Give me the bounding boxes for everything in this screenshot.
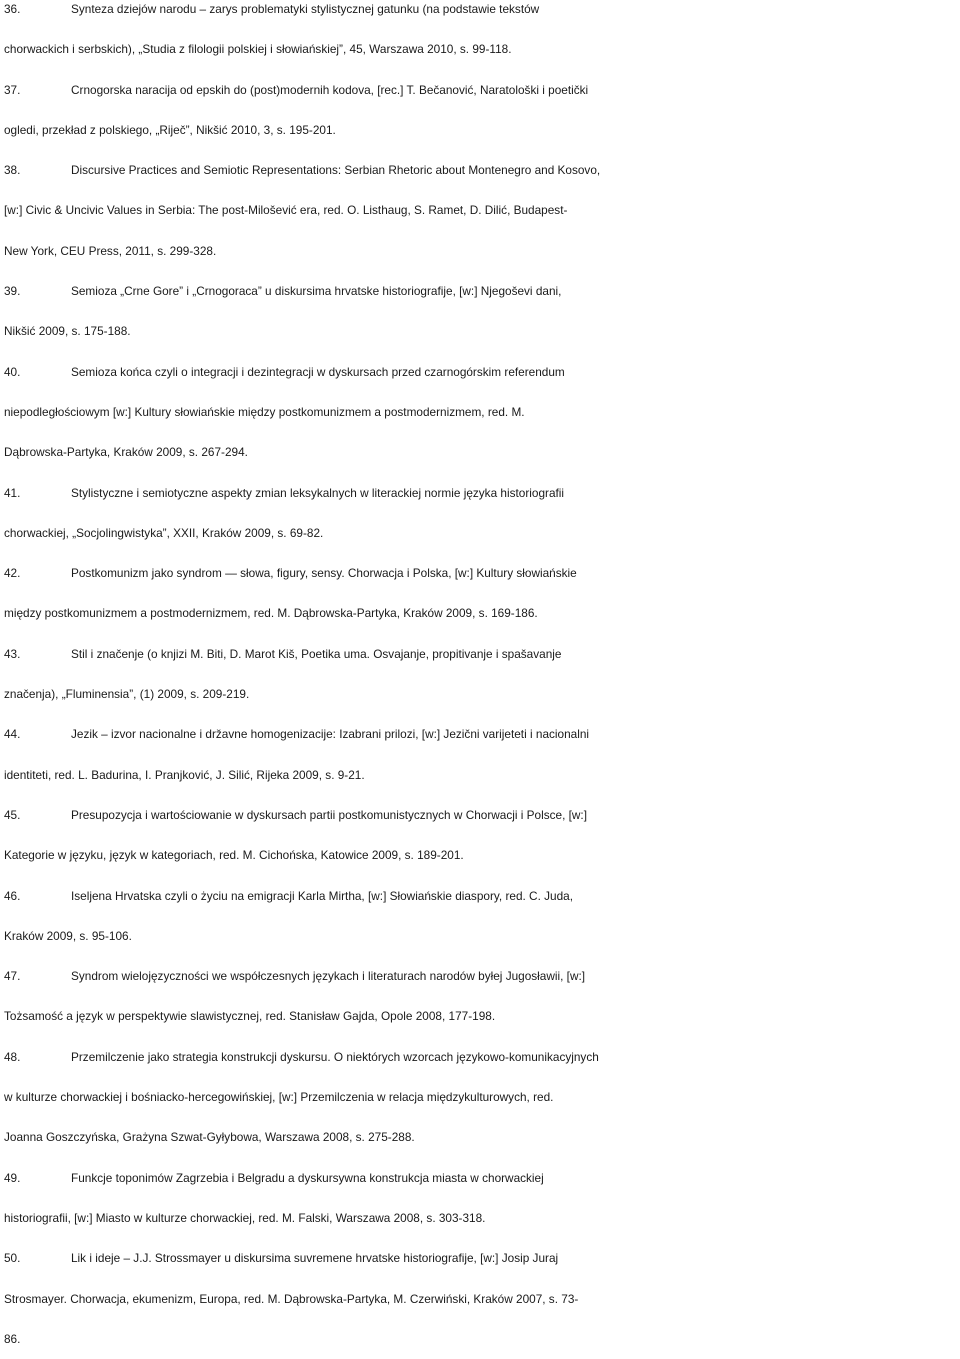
- entry-first-line: [0, 70, 960, 110]
- entry-first-line: [0, 795, 960, 835]
- entry-text: Jezik – izvor nacionalne i državne homogenizacije: Izabrani prilozi, [w:] Jezični varijeteti i nacionalni: [71, 727, 590, 742]
- entry-text: značenja), „Fluminensia”, (1) 2009, s. 209-219.: [4, 687, 250, 702]
- bibliography-entry: [0, 0, 960, 70]
- entry-continuation-line: [0, 311, 960, 351]
- entry-first-line: [0, 271, 960, 311]
- entry-number: 46.: [4, 888, 21, 903]
- entry-text: Dąbrowska-Partyka, Kraków 2009, s. 267-294.: [4, 445, 248, 460]
- entry-text: Przemilczenie jako strategia konstrukcji dyskursu. O niektórych wzorcach językowo-komunikacyjnych: [71, 1049, 599, 1064]
- entry-continuation-line: [0, 110, 960, 150]
- entry-number: 44.: [4, 727, 21, 742]
- entry-number: 36.: [4, 2, 21, 16]
- bibliography-entry: [0, 70, 960, 151]
- entry-text: Iseljena Hrvatska czyli o życiu na emigracji Karla Mirtha, [w:] Słowiańskie diaspory, red. C. Juda,: [71, 888, 573, 903]
- entry-first-line: [0, 352, 960, 392]
- entry-first-line: [0, 0, 960, 29]
- entry-text: Semioza „Crne Gore” i „Crnogoraca” u diskursima hrvatske historiografije, [w:] Njegoševi dani,: [71, 284, 562, 299]
- entry-number: 50.: [4, 1251, 21, 1266]
- entry-text: Syndrom wielojęzyczności we współczesnych językach i literaturach narodów byłej Jugosławii, [w:]: [71, 969, 586, 984]
- entry-text: Discursive Practices and Semiotic Representations: Serbian Rhetoric about Montenegro and Kosovo,: [71, 163, 601, 178]
- entry-text: Presupozycja i wartościowanie w dyskursach partii postkomunistycznych w Chorwacji i Polsce, [w:]: [71, 808, 587, 822]
- entry-text: Kategorie w języku, język w kategoriach, red. M. Cichońska, Katowice 2009, s. 189-201.: [4, 848, 464, 863]
- entry-text: Joanna Goszczyńska, Grażyna Szwat-Gyłybowa, Warszawa 2008, s. 275-288.: [4, 1130, 415, 1145]
- entry-first-line: [0, 1238, 960, 1278]
- entry-continuation-line: [0, 513, 960, 553]
- entry-text: [w:] Civic & Uncivic Values in Serbia: The post-Milošević era, red. O. Listhaug, S. Ramet, D. Dilić, Budapest-: [4, 203, 568, 218]
- entry-number: 48.: [4, 1049, 21, 1064]
- bibliography-entry: [0, 1238, 960, 1359]
- entry-continuation-line: [0, 1117, 960, 1157]
- entry-continuation-line: [0, 392, 960, 432]
- entry-first-line: [0, 1158, 960, 1198]
- entry-number: 42.: [4, 566, 21, 581]
- entry-text: Funkcje toponimów Zagrzebia i Belgradu a dyskursywna konstrukcja miasta w chorwackiej: [71, 1170, 544, 1185]
- entry-text: Nikšić 2009, s. 175-188.: [4, 324, 131, 339]
- entry-first-line: [0, 876, 960, 916]
- bibliography-entry: [0, 876, 960, 957]
- entry-text: identiteti, red. L. Badurina, I. Pranjković, J. Silić, Rijeka 2009, s. 9-21.: [4, 767, 365, 782]
- entry-text: ogledi, przekład z polskiego, „Riječ”, Nikšić 2010, 3, s. 195-201.: [4, 122, 336, 137]
- entry-continuation-line: [0, 1319, 960, 1359]
- entry-first-line: [0, 150, 960, 190]
- bibliography-entry: [0, 150, 960, 271]
- entry-continuation-line: [0, 674, 960, 714]
- entry-continuation-line: [0, 996, 960, 1036]
- entry-text: Tożsamość a język w perspektywie slawistycznej, red. Stanisław Gajda, Opole 2008, 177-198.: [4, 1009, 496, 1024]
- bibliography-entry: [0, 1158, 960, 1239]
- entry-continuation-line: [0, 190, 960, 230]
- entry-number: 41.: [4, 485, 21, 500]
- entry-continuation-line: [0, 432, 960, 472]
- entry-text: chorwackich i serbskich), „Studia z filologii polskiej i słowiańskiej”, 45, Warszawa 2010, s. 99-118.: [4, 42, 512, 57]
- entry-text: historiografii, [w:] Miasto w kulturze chorwackiej, red. M. Falski, Warszawa 2008, s. 303-318.: [4, 1210, 486, 1225]
- entry-text: Crnogorska naracija od epskih do (post)modernih kodova, [rec.] T. Bečanović, Naratološki i poetički: [71, 82, 589, 97]
- entry-text: Semioza końca czyli o integracji i dezintegracji w dyskursach przed czarnogórskim referendum: [71, 364, 565, 379]
- entry-number: 38.: [4, 163, 21, 178]
- entry-continuation-line: [0, 1198, 960, 1238]
- entry-text: niepodległościowym [w:] Kultury słowiańskie między postkomunizmem a postmodernizmem, red. M.: [4, 404, 525, 419]
- entry-text: Strosmayer. Chorwacja, ekumenizm, Europa, red. M. Dąbrowska-Partyka, M. Czerwiński, Kraków 2007, s. 73-: [4, 1291, 579, 1306]
- bibliography-entry: [0, 352, 960, 473]
- bibliography-entry: [0, 1037, 960, 1158]
- entry-text: Postkomunizm jako syndrom — słowa, figury, sensy. Chorwacja i Polska, [w:] Kultury słowiańskie: [71, 566, 577, 581]
- entry-text: New York, CEU Press, 2011, s. 299-328.: [4, 243, 217, 258]
- entry-number: 37.: [4, 82, 21, 97]
- entry-text: Stylistyczne i semiotyczne aspekty zmian leksykalnych w literackiej normie języka historiografii: [71, 485, 565, 500]
- bibliography-entry: [0, 956, 960, 1037]
- bibliography-entry: [0, 553, 960, 634]
- entry-text: między postkomunizmem a postmodernizmem, red. M. Dąbrowska-Partyka, Kraków 2009, s. 169-186.: [4, 606, 538, 621]
- entry-first-line: [0, 634, 960, 674]
- entry-continuation-line: [0, 593, 960, 633]
- entry-first-line: [0, 473, 960, 513]
- entry-first-line: [0, 553, 960, 593]
- entry-number: 39.: [4, 284, 21, 299]
- entry-text: Kraków 2009, s. 95-106.: [4, 928, 132, 943]
- entry-text: Lik i ideje – J.J. Strossmayer u diskursima suvremene hrvatske historiografije, [w:] Josip Juraj: [71, 1251, 559, 1266]
- entry-continuation-line: [0, 231, 960, 271]
- entry-text: Stil i značenje (o knjizi M. Biti, D. Marot Kiš, Poetika uma. Osvajanje, propitivanje i spašavanje: [71, 646, 562, 661]
- entry-number: 49.: [4, 1170, 21, 1185]
- entry-first-line: [0, 1037, 960, 1077]
- bibliography-entry: [0, 795, 960, 876]
- entry-text: Synteza dziejów narodu – zarys problematyki stylistycznej gatunku (na podstawie tekstów: [71, 2, 540, 16]
- bibliography-entry: [0, 634, 960, 715]
- entry-first-line: [0, 956, 960, 996]
- entry-text: chorwackiej, „Socjolingwistyka”, XXII, Kraków 2009, s. 69-82.: [4, 525, 324, 540]
- entry-continuation-line: [0, 835, 960, 875]
- entry-continuation-line: [0, 29, 960, 69]
- entry-continuation-line: [0, 1279, 960, 1319]
- bibliography-entry: [0, 714, 960, 795]
- entry-text: w kulturze chorwackiej i bośniacko-hercegowińskiej, [w:] Przemilczenia w relacja międzykulturowych, red.: [4, 1090, 554, 1105]
- entry-number: 40.: [4, 364, 21, 379]
- entry-first-line: [0, 714, 960, 754]
- entry-continuation-line: [0, 755, 960, 795]
- bibliography-entry: [0, 271, 960, 352]
- entry-number: 43.: [4, 646, 21, 661]
- entry-continuation-line: [0, 1077, 960, 1117]
- entry-text: 86.: [4, 1331, 21, 1346]
- bibliography-entry: [0, 473, 960, 554]
- entry-number: 47.: [4, 969, 21, 984]
- entry-continuation-line: [0, 916, 960, 956]
- entry-number: 45.: [4, 808, 21, 822]
